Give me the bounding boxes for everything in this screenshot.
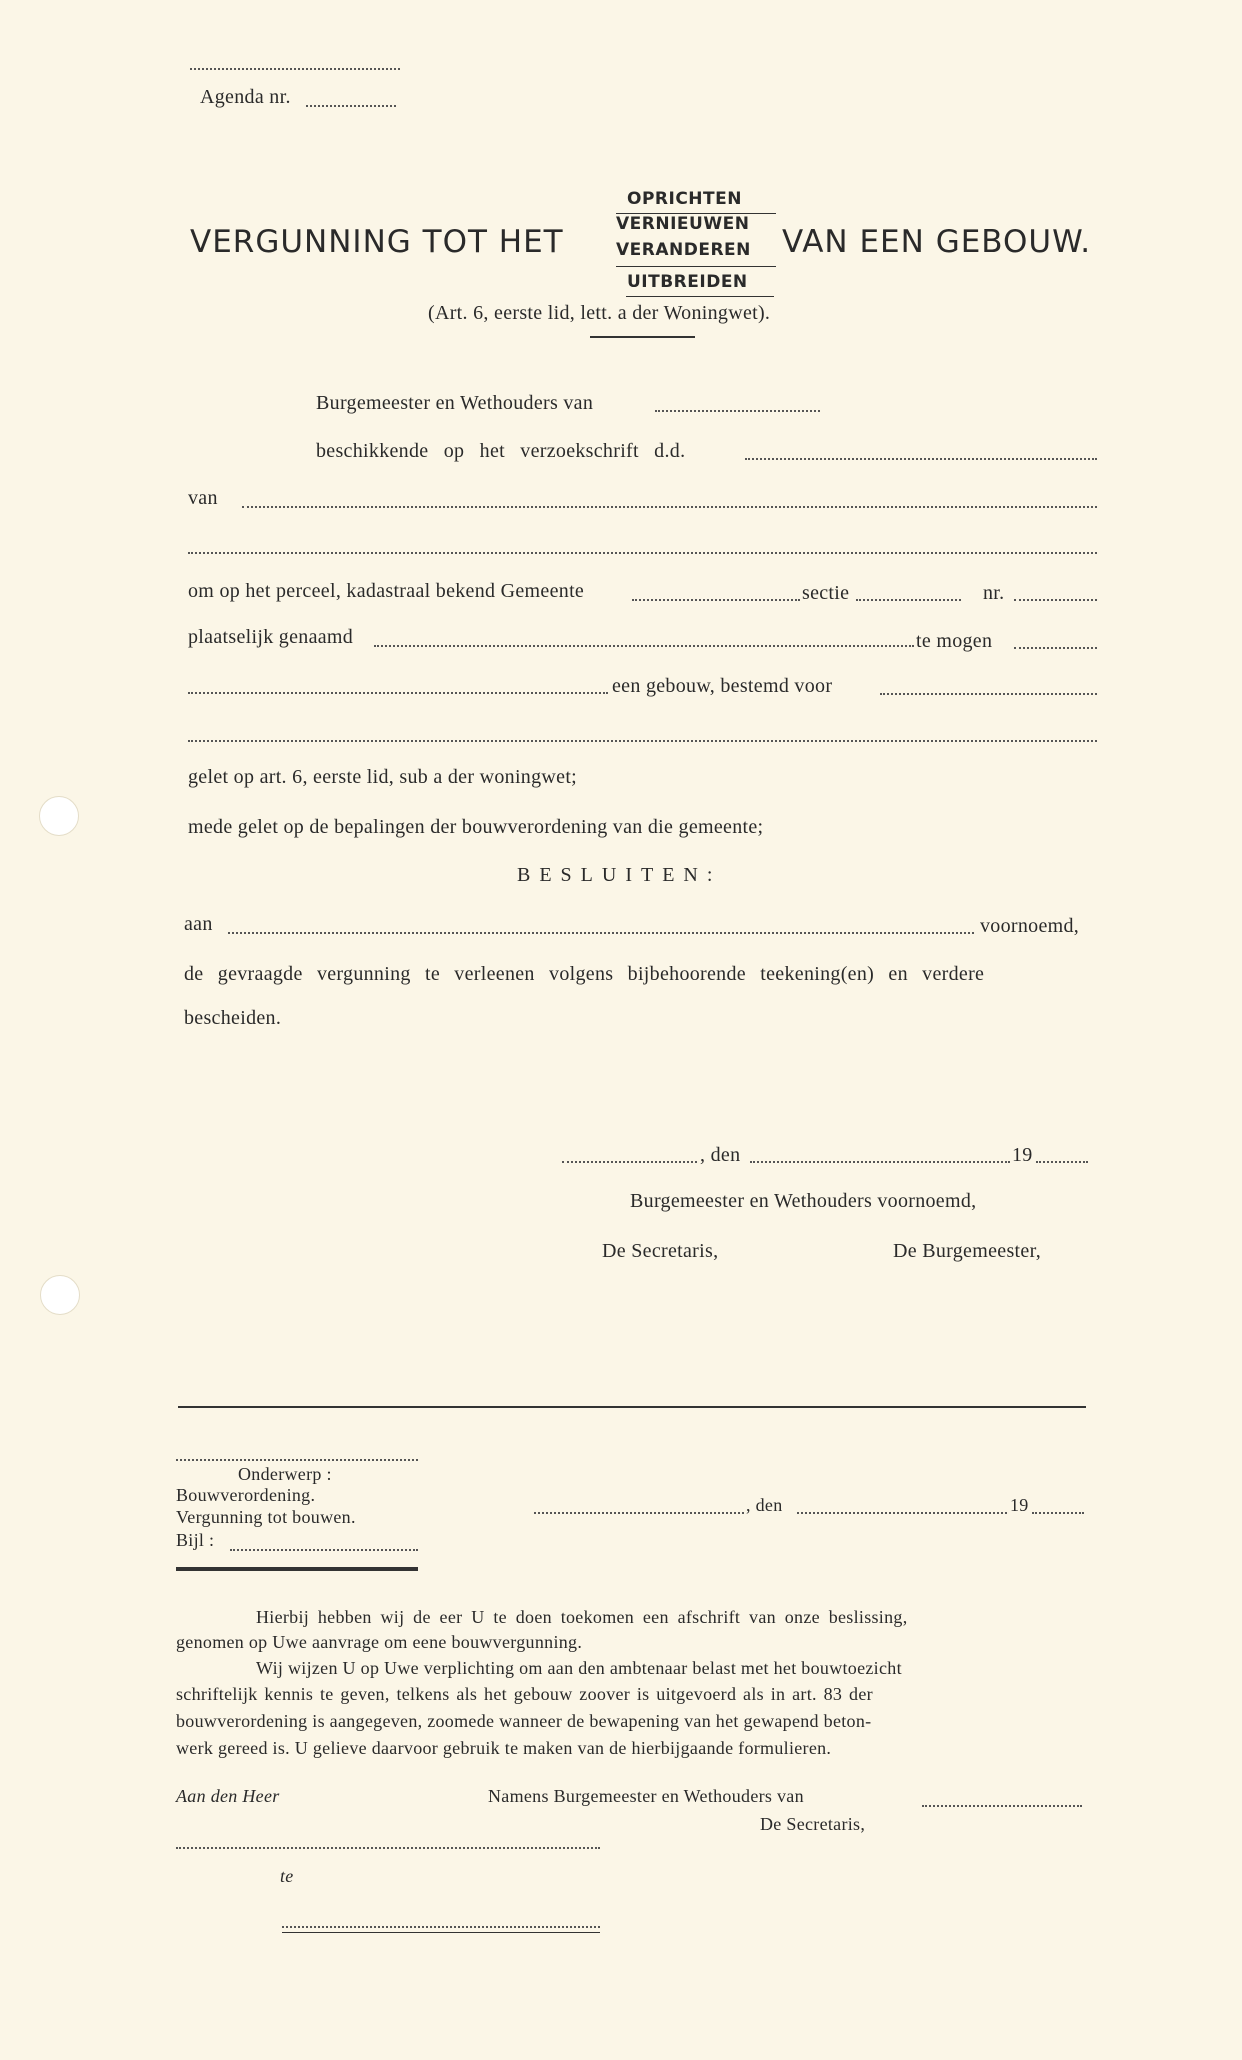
title-option-divider-1: [616, 213, 776, 214]
sectie-label: sectie: [802, 582, 850, 604]
bouwverordening-label: Bouwverordening.: [176, 1485, 316, 1505]
te-place-underline: [282, 1932, 600, 1933]
plaatselijk-field[interactable]: [374, 645, 914, 647]
vergunning-bouwen-label: Vergunning tot bouwen.: [176, 1507, 356, 1527]
paragraph-1a: Hierbij hebben wij de eer U te doen toekomen een afschrift van onze beslissing,: [256, 1607, 908, 1627]
bijl-field[interactable]: [230, 1549, 418, 1551]
paragraph-1b: genomen op Uwe aanvrage om eene bouwvergunning.: [176, 1632, 583, 1652]
namens-gemeente-field[interactable]: [922, 1805, 1082, 1807]
gelet-text: gelet op art. 6, eerste lid, sub a der woningwet;: [188, 766, 578, 788]
sectie-field[interactable]: [856, 599, 961, 601]
signature-date-field[interactable]: [750, 1161, 1010, 1163]
gemeente-kadastraal-field[interactable]: [632, 599, 800, 601]
vergunning-text: de gevraagde vergunning te verleenen volgens bijbehoorende teekening(en) en verdere: [184, 963, 985, 985]
signature-year-label: 19: [1012, 1144, 1033, 1166]
agenda-label: Agenda nr.: [200, 86, 291, 108]
bijl-label: Bijl :: [176, 1530, 215, 1550]
besluiten-heading: BESLUITEN:: [517, 864, 722, 886]
mede-gelet-text: mede gelet op de bepalingen der bouwverordening van die gemeente;: [188, 816, 764, 838]
perceel-nr-field[interactable]: [1014, 599, 1097, 601]
signature-bw: Burgemeester en Wethouders voornoemd,: [630, 1190, 977, 1212]
punch-hole-top: [39, 796, 79, 836]
section-separator: [178, 1406, 1086, 1408]
van-field-continued[interactable]: [188, 552, 1097, 554]
te-place-field[interactable]: [282, 1926, 600, 1928]
van-label: van: [188, 487, 218, 509]
paragraph-2a: Wij wijzen U op Uwe verplichting om aan den ambtenaar belast met het bouwtoezicht: [256, 1658, 902, 1678]
signature-place-field[interactable]: [562, 1161, 697, 1163]
lower-date-field[interactable]: [797, 1512, 1007, 1514]
onderwerp-label: Onderwerp :: [238, 1464, 332, 1484]
form-line-bw: Burgemeester en Wethouders van: [316, 392, 594, 414]
nr-label: nr.: [983, 582, 1005, 604]
lower-den-label: , den: [746, 1495, 783, 1515]
signature-year-field[interactable]: [1036, 1161, 1088, 1163]
title-option-uitbreiden: UITBREIDEN: [627, 272, 748, 292]
agenda-number-field[interactable]: [306, 105, 396, 107]
signature-secretaris: De Secretaris,: [602, 1240, 719, 1262]
paragraph-2b: schriftelijk kennis te geven, telkens als het gebouw zoover is uitgevoerd als in art. 83 der: [176, 1684, 873, 1704]
namens-label: Namens Burgemeester en Wethouders van: [488, 1786, 804, 1806]
aan-label: aan: [184, 913, 213, 935]
onderwerp-underline: [176, 1567, 418, 1571]
action-field[interactable]: [188, 692, 608, 694]
title-option-veranderen: VERANDEREN: [616, 240, 751, 260]
lower-year-label: 19: [1010, 1495, 1029, 1515]
signature-burgemeester: De Burgemeester,: [893, 1240, 1042, 1262]
gebouw-label: een gebouw, bestemd voor: [612, 675, 833, 697]
plaatselijk-label: plaatselijk genaamd: [188, 626, 354, 648]
verzoekschrift-date-field[interactable]: [745, 458, 1097, 460]
title-option-vernieuwen: VERNIEUWEN: [616, 214, 750, 234]
bescheiden-text: bescheiden.: [184, 1007, 282, 1029]
te-mogen-label: te mogen: [916, 630, 993, 652]
aan-field[interactable]: [228, 932, 974, 934]
aan-den-heer-label: Aan den Heer: [176, 1786, 280, 1806]
title-subtitle: (Art. 6, eerste lid, lett. a der Woningwet).: [428, 302, 771, 324]
title-underline: [590, 336, 695, 338]
bestemd-voor-field-continued[interactable]: [188, 740, 1097, 742]
title-option-oprichten: OPRICHTEN: [627, 189, 742, 209]
paragraph-2c: bouwverordening is aangegeven, zoomede wanneer de bewapening van het gewapend beton-: [176, 1711, 872, 1731]
lower-year-field[interactable]: [1032, 1512, 1084, 1514]
addressee-field[interactable]: [176, 1847, 600, 1849]
title-option-divider-2: [616, 266, 776, 267]
title-option-divider-3: [626, 296, 774, 297]
paragraph-2d: werk gereed is. U gelieve daarvoor gebruik te maken van de hierbijgaande formulieren.: [176, 1738, 832, 1758]
punch-hole-bottom: [40, 1275, 80, 1315]
form-line-beschikkende: beschikkende op het verzoekschrift d.d.: [316, 440, 686, 462]
agenda-top-line: [190, 68, 400, 70]
title-right: VAN EEN GEBOUW.: [782, 224, 1092, 260]
perceel-label: om op het perceel, kadastraal bekend Gemeente: [188, 580, 585, 602]
voornoemd-label: voornoemd,: [980, 915, 1080, 937]
lower-place-field[interactable]: [534, 1512, 744, 1514]
onderwerp-top-line: [176, 1459, 418, 1461]
bestemd-voor-field[interactable]: [880, 693, 1097, 695]
te-label: te: [280, 1866, 294, 1886]
lower-secretaris: De Secretaris,: [760, 1814, 866, 1834]
title-left: VERGUNNING TOT HET: [190, 224, 564, 260]
te-mogen-field[interactable]: [1014, 647, 1097, 649]
gemeente-field[interactable]: [655, 410, 820, 412]
signature-den-label: , den: [700, 1144, 741, 1166]
van-field[interactable]: [242, 506, 1097, 508]
